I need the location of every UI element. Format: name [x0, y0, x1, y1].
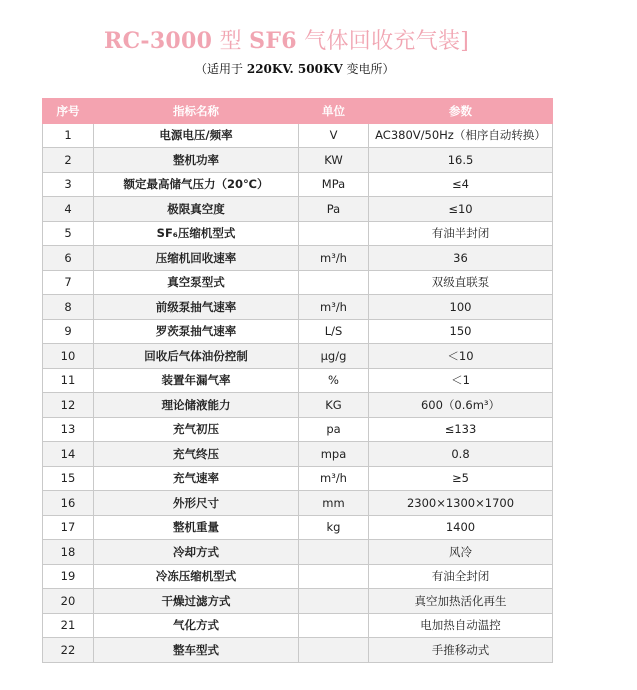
cell-value: ≤4	[369, 172, 553, 197]
cell-name: 充气初压	[94, 417, 299, 442]
header-value: 参数	[369, 99, 553, 124]
cell-no: 12	[43, 393, 94, 418]
cell-unit: m³/h	[299, 466, 369, 491]
table-row	[43, 295, 553, 320]
cell-unit: MPa	[299, 172, 369, 197]
table-row	[43, 417, 553, 442]
table-row	[43, 319, 553, 344]
cell-unit: pa	[299, 417, 369, 442]
cell-unit: mpa	[299, 442, 369, 467]
cell-no: 11	[43, 368, 94, 393]
cell-no: 3	[43, 172, 94, 197]
cell-value: 1400	[369, 515, 553, 540]
cell-value: AC380V/50Hz（相序自动转换）	[369, 123, 553, 148]
cell-name: 电源电压/频率	[94, 123, 299, 148]
table-body	[43, 123, 553, 662]
cell-name: 理论储液能力	[94, 393, 299, 418]
cell-no: 10	[43, 344, 94, 369]
cell-no: 9	[43, 319, 94, 344]
cell-unit: μg/g	[299, 344, 369, 369]
cell-name: 冷却方式	[94, 540, 299, 565]
cell-value: 36	[369, 246, 553, 271]
cell-name: 极限真空度	[94, 197, 299, 222]
cell-name: 压缩机回收速率	[94, 246, 299, 271]
cell-no: 22	[43, 638, 94, 663]
table-row	[43, 148, 553, 173]
cell-name: 真空泵型式	[94, 270, 299, 295]
cell-no: 7	[43, 270, 94, 295]
table-header-row	[43, 99, 553, 124]
cell-no: 6	[43, 246, 94, 271]
header-no: 序号	[43, 99, 94, 124]
table-row	[43, 393, 553, 418]
cell-unit	[299, 613, 369, 638]
title-device: 气体回收充气装]	[304, 29, 470, 54]
cell-name: 整车型式	[94, 638, 299, 663]
cell-value: 有油半封闭	[369, 221, 553, 246]
cell-unit: m³/h	[299, 246, 369, 271]
cell-name: 额定最高储气压力（20℃）	[94, 172, 299, 197]
cell-name: 整机功率	[94, 148, 299, 173]
table-row	[43, 442, 553, 467]
cell-unit	[299, 221, 369, 246]
cell-name: 充气速率	[94, 466, 299, 491]
cell-name: 装置年漏气率	[94, 368, 299, 393]
table-row	[43, 221, 553, 246]
cell-name: 回收后气体油份控制	[94, 344, 299, 369]
cell-value: 真空加热活化再生	[369, 589, 553, 614]
cell-unit	[299, 589, 369, 614]
cell-value: 16.5	[369, 148, 553, 173]
cell-name: 干燥过滤方式	[94, 589, 299, 614]
cell-unit: V	[299, 123, 369, 148]
cell-name: 前级泵抽气速率	[94, 295, 299, 320]
subtitle-voltage: 220KV. 500KV	[246, 62, 343, 76]
cell-name: 外形尺寸	[94, 491, 299, 516]
cell-value: 150	[369, 319, 553, 344]
cell-unit: L/S	[299, 319, 369, 344]
cell-no: 16	[43, 491, 94, 516]
cell-no: 8	[43, 295, 94, 320]
cell-no: 17	[43, 515, 94, 540]
cell-unit: KW	[299, 148, 369, 173]
cell-unit: m³/h	[299, 295, 369, 320]
cell-unit	[299, 638, 369, 663]
cell-unit: kg	[299, 515, 369, 540]
table-row	[43, 613, 553, 638]
cell-value: 有油全封闭	[369, 564, 553, 589]
cell-no: 14	[43, 442, 94, 467]
cell-no: 5	[43, 221, 94, 246]
cell-no: 20	[43, 589, 94, 614]
cell-unit: %	[299, 368, 369, 393]
table-row	[43, 197, 553, 222]
cell-name: SF₆压缩机型式	[94, 221, 299, 246]
cell-value: 电加热自动温控	[369, 613, 553, 638]
cell-no: 2	[43, 148, 94, 173]
subtitle-suffix: 变电所）	[346, 62, 395, 76]
table-row	[43, 564, 553, 589]
table-row	[43, 172, 553, 197]
cell-no: 19	[43, 564, 94, 589]
table-row	[43, 123, 553, 148]
table-row	[43, 368, 553, 393]
cell-name: 罗茨泵抽气速率	[94, 319, 299, 344]
cell-value: ＜1	[369, 368, 553, 393]
table-row	[43, 540, 553, 565]
header-unit: 单位	[299, 99, 369, 124]
cell-no: 15	[43, 466, 94, 491]
cell-value: 手推移动式	[369, 638, 553, 663]
cell-no: 1	[43, 123, 94, 148]
table-row	[43, 246, 553, 271]
header-name: 指标名称	[94, 99, 299, 124]
title-gas: SF6	[249, 28, 297, 54]
subtitle-prefix: （适用于	[195, 62, 244, 76]
cell-unit	[299, 540, 369, 565]
cell-value: ＜10	[369, 344, 553, 369]
cell-value: 2300×1300×1700	[369, 491, 553, 516]
title-model: RC-3000	[104, 28, 213, 54]
cell-unit: KG	[299, 393, 369, 418]
cell-name: 气化方式	[94, 613, 299, 638]
table-row	[43, 491, 553, 516]
cell-value: ≤10	[369, 197, 553, 222]
cell-name: 整机重量	[94, 515, 299, 540]
cell-name: 充气终压	[94, 442, 299, 467]
cell-value: ≥5	[369, 466, 553, 491]
table-row	[43, 270, 553, 295]
cell-no: 4	[43, 197, 94, 222]
spec-table	[42, 98, 553, 663]
cell-unit: Pa	[299, 197, 369, 222]
cell-no: 13	[43, 417, 94, 442]
cell-no: 18	[43, 540, 94, 565]
cell-value: 600（0.6m³）	[369, 393, 553, 418]
cell-value: 100	[369, 295, 553, 320]
table-row	[43, 466, 553, 491]
cell-value: 风冷	[369, 540, 553, 565]
page-subtitle	[0, 60, 637, 77]
table-row	[43, 515, 553, 540]
cell-unit	[299, 564, 369, 589]
page-title	[0, 24, 637, 55]
cell-unit: mm	[299, 491, 369, 516]
title-type-char: 型	[219, 29, 242, 54]
table-row	[43, 344, 553, 369]
cell-no: 21	[43, 613, 94, 638]
cell-value: 0.8	[369, 442, 553, 467]
table-row	[43, 589, 553, 614]
cell-unit	[299, 270, 369, 295]
cell-value: ≤133	[369, 417, 553, 442]
table-row	[43, 638, 553, 663]
cell-name: 冷冻压缩机型式	[94, 564, 299, 589]
cell-value: 双级直联泵	[369, 270, 553, 295]
